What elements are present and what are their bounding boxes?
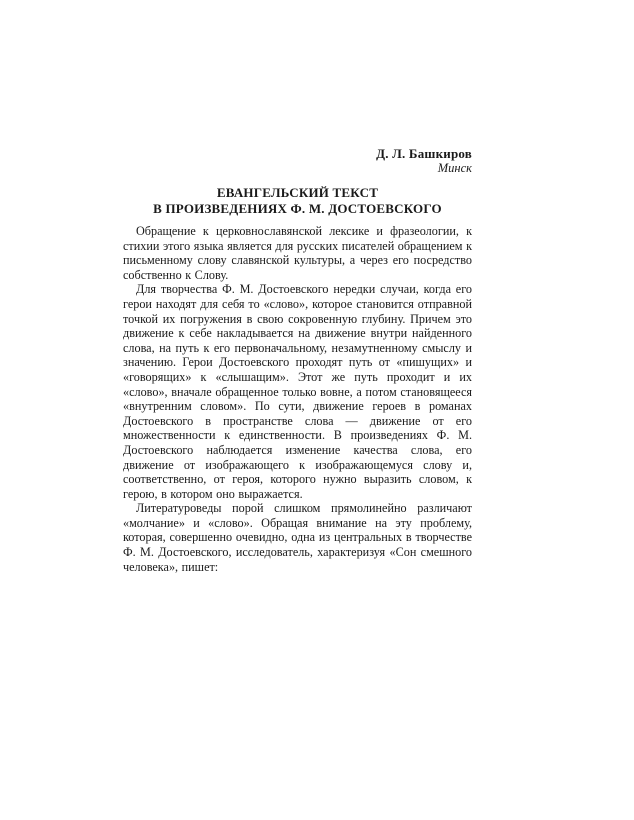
author-name: Д. Л. Башкиров	[376, 146, 472, 161]
author-block	[123, 146, 472, 176]
article-title	[123, 185, 472, 217]
paragraph-3: Литературоведы порой слишком прямолинейно различают «молчание» и «слово». Обращая внимание на эту проблему, которая, совершенно очевидно, одна из центральных в творчестве Ф. М. Достоевского, исследователь, характеризуя «Сон смешного человека», пишет:	[123, 501, 472, 574]
author-city: Минск	[437, 161, 472, 175]
text-block	[123, 146, 472, 574]
article-body	[123, 224, 472, 574]
paragraph-2: Для творчества Ф. М. Достоевского нередки случаи, когда его герои находят для себя то «слово», которое становится отправной точкой их погружения в свою сокровенную глубину. Причем это движение к себе накладывается на движение внутри найденного слова, на путь к его первоначальному, незамутненному смыслу и значению. Герои Достоевского проходят путь от «пишущих» и «говорящих» к «слышащим». Этот же путь проходит и их «слово», вначале обращенное только вовне, а потом становящееся «внутренним словом». По сути, движение героев в романах Достоевского в пространстве слова — движение от его множественности к единственности. В произведениях Ф. М. Достоевского наблюдается изменение качества слова, его движение от изображающего к изображающемуся слову и, соответственно, от героя, которого нужно выразить словом, к герою, в котором оно выражается.	[123, 282, 472, 501]
article-title-line1: ЕВАНГЕЛЬСКИЙ ТЕКСТ	[216, 185, 379, 200]
paragraph-1: Обращение к церковнославянской лексике и фразеологии, к стихии этого языка является для русских писателей обращением к письменному слову славянской культуры, а через его посредство собственно к Слову.	[123, 224, 472, 282]
article-title-line2: В ПРОИЗВЕДЕНИЯХ Ф. М. ДОСТОЕВСКОГО	[153, 201, 442, 216]
